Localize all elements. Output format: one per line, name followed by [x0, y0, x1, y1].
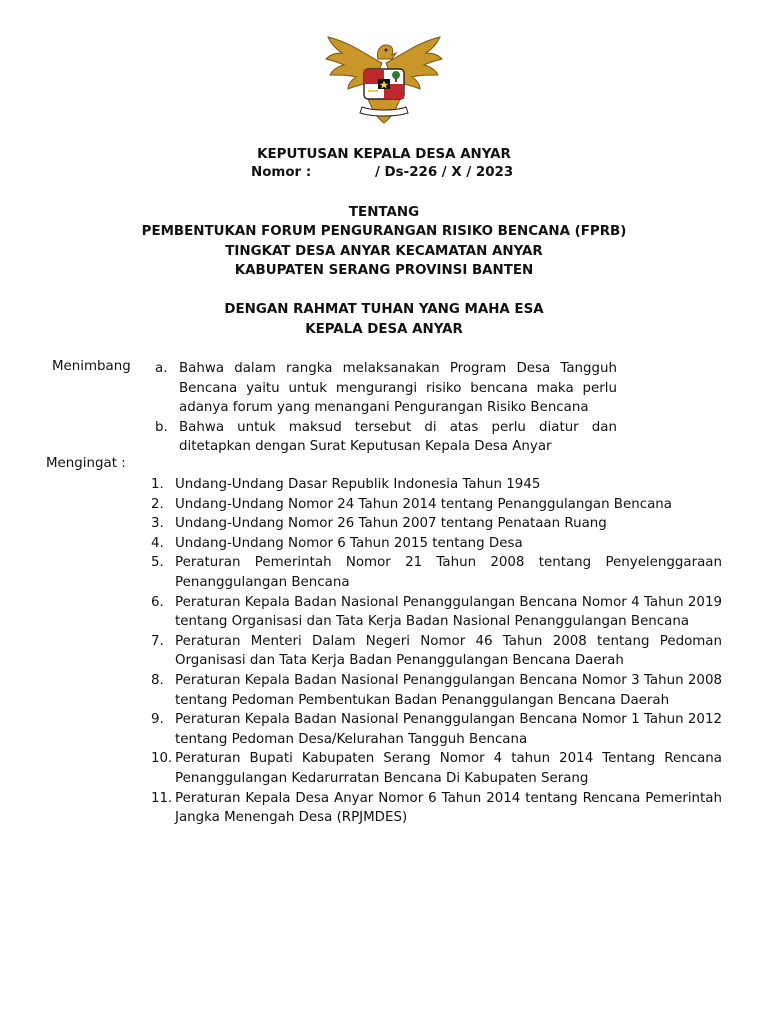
list-item: [151, 632, 722, 671]
item-number: 8.: [151, 672, 164, 688]
item-text: Peraturan Kepala Badan Nasional Penanggulangan Bencana Nomor 3 Tahun 2008 tentang Pedoman Pembentukan Badan Penanggulangan Bencana Daerah: [175, 672, 722, 708]
item-text: Peraturan Kepala Desa Anyar Nomor 6 Tahun 2014 tentang Rencana Pemerintah Jangka Menengah Desa (RPJMDES): [175, 790, 722, 826]
item-text: Peraturan Bupati Kabupaten Serang Nomor 4 tahun 2014 Tentang Rencana Penanggulangan Kedarurratan Bencana Di Kabupaten Serang: [175, 751, 722, 786]
item-text: Undang-Undang Nomor 24 Tahun 2014 tentang Penanggulangan Bencana: [175, 496, 672, 512]
list-item: [151, 495, 722, 515]
item-number: 7.: [151, 633, 164, 649]
subject-line-1: PEMBENTUKAN FORUM PENGURANGAN RISIKO BENCANA (FPRB): [141, 224, 627, 239]
item-number: 3.: [151, 516, 164, 532]
mengingat-list: [151, 475, 722, 828]
item-marker: b.: [155, 419, 168, 435]
item-text: Peraturan Menteri Dalam Negeri Nomor 46 Tahun 2008 tentang Pedoman Organisasi dan Tata Kerja Badan Penanggulangan Bencana Daerah: [175, 633, 722, 669]
item-text: Undang-Undang Nomor 6 Tahun 2015 tentang Desa: [175, 535, 523, 551]
item-number: 11.: [151, 790, 173, 806]
subject-line-2: TINGKAT DESA ANYAR KECAMATAN ANYAR: [225, 244, 543, 259]
item-number: 9.: [151, 712, 164, 728]
list-item: [155, 418, 617, 457]
list-item: [151, 789, 722, 828]
item-marker: a.: [155, 361, 168, 376]
item-number: 1.: [151, 477, 164, 492]
item-text: Bahwa dalam rangka melaksanakan Program Desa Tangguh Bencana yaitu untuk mengurangi risiko bencana maka perlu adanya forum yang menangani Pengurangan Risiko Bencana: [179, 361, 617, 416]
item-number: 5.: [151, 555, 164, 571]
decree-number-row: [0, 165, 768, 184]
list-item: [151, 553, 722, 592]
mengingat-label: Mengingat :: [46, 456, 126, 471]
list-item: [151, 534, 722, 554]
item-text: Bahwa untuk maksud tersebut di atas perlu diatur dan ditetapkan dengan Surat Keputusan Kepala Desa Anyar: [179, 419, 617, 455]
list-item: [151, 671, 722, 710]
list-item: [151, 710, 722, 749]
item-number: 2.: [151, 496, 164, 512]
list-item: [151, 749, 722, 788]
decree-number-label: Nomor :: [251, 165, 312, 180]
authority-line: KEPALA DESA ANYAR: [305, 322, 463, 337]
item-text: Undang-Undang Dasar Republik Indonesia Tahun 1945: [175, 477, 541, 492]
menimbang-label: Menimbang: [52, 359, 131, 374]
decree-number-value: / Ds-226 / X / 2023: [375, 165, 514, 180]
item-number: 6.: [151, 594, 164, 610]
item-number: 10.: [151, 751, 173, 767]
list-item: [155, 359, 617, 418]
item-text: Peraturan Kepala Badan Nasional Penanggulangan Bencana Nomor 4 Tahun 2019 tentang Organisasi dan Tata Kerja Badan Nasional Penanggulangan Bencana: [175, 594, 722, 630]
list-item: [151, 514, 722, 534]
blessing-line: DENGAN RAHMAT TUHAN YANG MAHA ESA: [224, 302, 544, 317]
garuda-emblem: [322, 33, 446, 127]
menimbang-list: [155, 359, 617, 457]
item-text: Undang-Undang Nomor 26 Tahun 2007 tentang Penataan Ruang: [175, 516, 607, 532]
list-item: [151, 475, 722, 495]
list-item: [151, 593, 722, 632]
subject-line-3: KABUPATEN SERANG PROVINSI BANTEN: [234, 263, 534, 278]
tentang-heading: TENTANG: [348, 205, 420, 220]
item-text: Peraturan Kepala Badan Nasional Penanggulangan Bencana Nomor 1 Tahun 2012 tentang Pedoman Desa/Kelurahan Tangguh Bencana: [175, 712, 722, 747]
decree-title: KEPUTUSAN KEPALA DESA ANYAR: [257, 147, 511, 162]
item-text: Peraturan Pemerintah Nomor 21 Tahun 2008 tentang Penyelenggaraan Penanggulangan Bencana: [175, 555, 722, 590]
item-number: 4.: [151, 535, 164, 551]
